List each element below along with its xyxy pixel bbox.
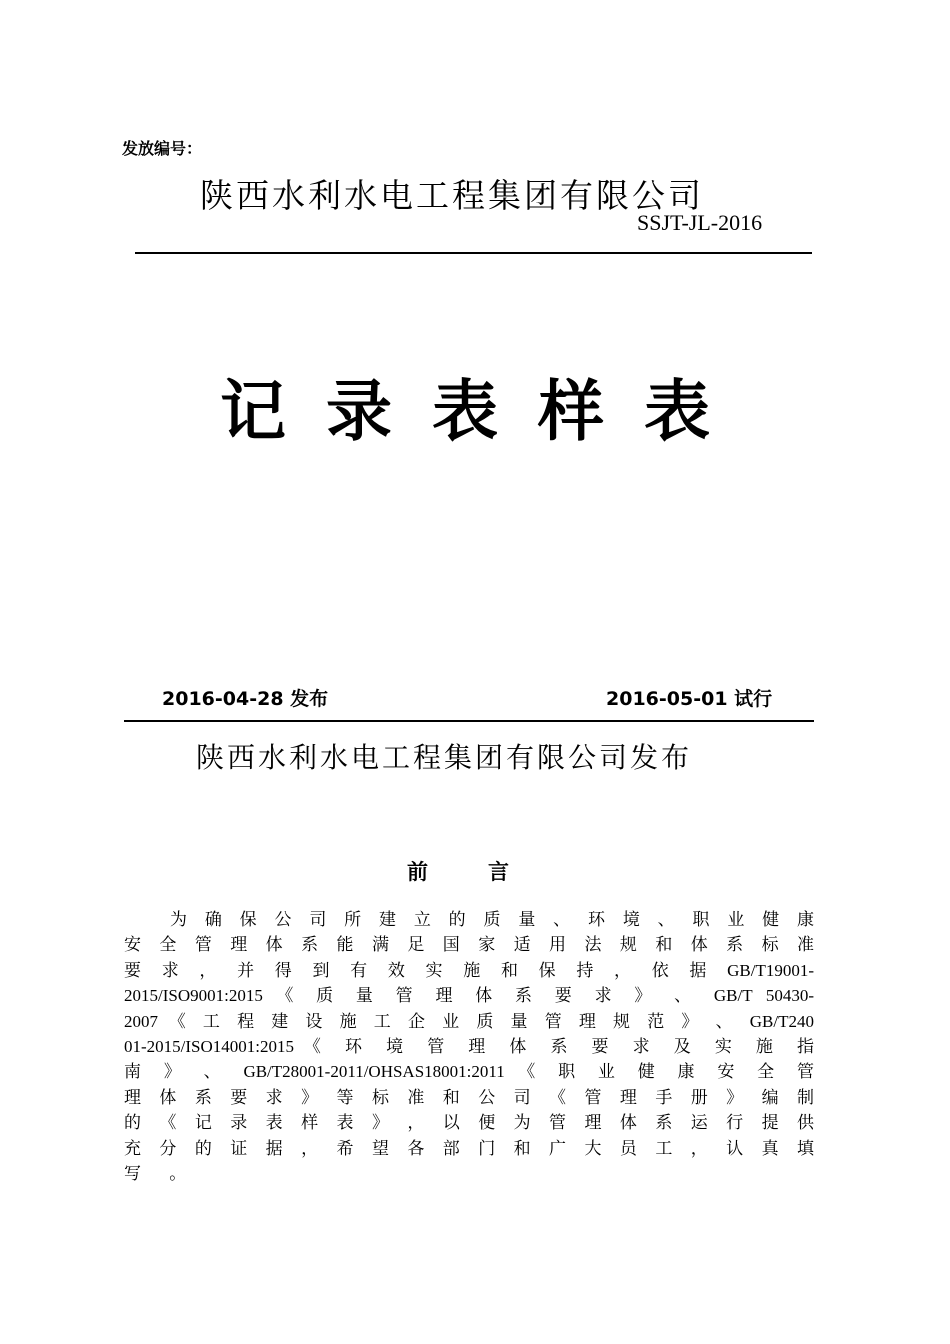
company-title: 陕西水利水电工程集团有限公司	[200, 176, 704, 215]
trial-date: 2016-05-01 试行	[606, 688, 773, 710]
preface-line: 为 确 保 公 司 所 建 立 的 质 量 、 环 境 、 职 业 健 康	[170, 910, 814, 929]
preface-line: 2015/ISO9001:2015 《 质 量 管 理 体 系 要 求 》 、 GB/T 50430-	[124, 986, 814, 1006]
preface-title: 前言	[407, 860, 569, 884]
preface-body	[124, 907, 814, 1186]
issue-number-label: 发放编号：	[122, 139, 203, 158]
publisher-line: 陕西水利水电工程集团有限公司发布	[196, 741, 693, 774]
preface-line: 理 体 系 要 求 》 等 标 准 和 公 司 《 管 理 手 册 》 编 制	[124, 1087, 814, 1107]
release-date: 2016-04-28 发布	[162, 688, 329, 710]
preface-line: 写 。	[124, 1163, 199, 1183]
preface-line: 充 分 的 证 据 ， 希 望 各 部 门 和 广 大 员 工 ， 认 真 填	[124, 1138, 814, 1158]
preface-line: 01-2015/ISO14001:2015《 环 境 管 理 体 系 要 求 及 实 施 指	[124, 1036, 814, 1056]
preface-line: 南 》 、 GB/T28001-2011/OHSAS18001:2011 《 职 业 健 康 安 全 管	[124, 1062, 814, 1082]
preface-line: 的 《 记 录 表 样 表 》 ， 以 便 为 管 理 体 系 运 行 提 供	[124, 1113, 814, 1133]
document-code: SSJT-JL-2016	[637, 210, 763, 235]
document-title: 记录表样表	[220, 372, 750, 450]
preface-line: 安 全 管 理 体 系 能 满 足 国 家 适 用 法 规 和 体 系 标 准	[124, 935, 814, 955]
preface-line: 2007 《 工 程 建 设 施 工 企 业 质 量 管 理 规 范 》 、 GB/T240	[124, 1011, 814, 1031]
preface-line: 要 求 ， 并 得 到 有 效 实 施 和 保 持 ， 依 据 GB/T19001-	[124, 960, 814, 980]
footer-divider	[124, 720, 814, 722]
header-divider	[135, 252, 812, 254]
